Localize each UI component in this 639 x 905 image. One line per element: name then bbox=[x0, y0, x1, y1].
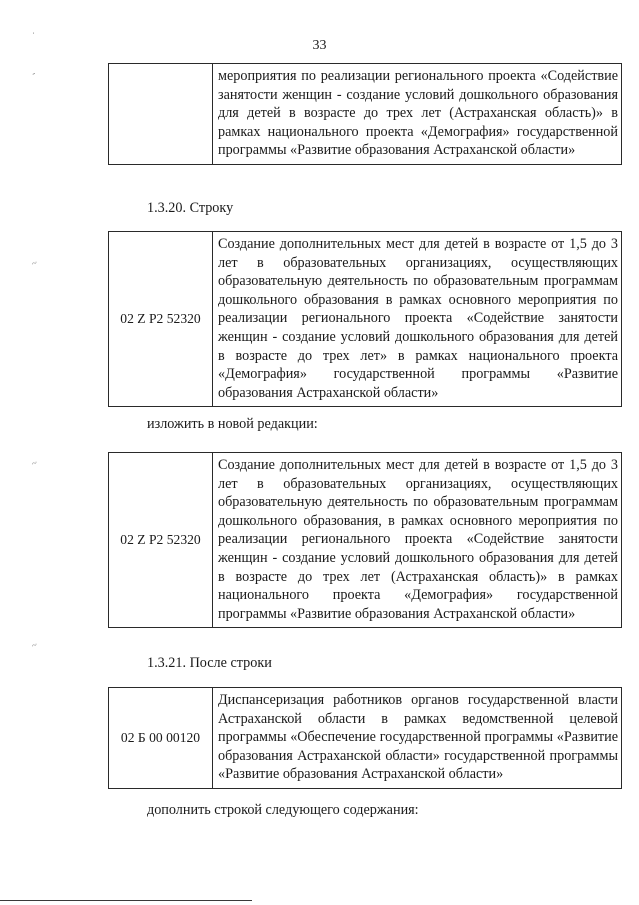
code-cell: 02 Z P2 52320 bbox=[109, 232, 213, 407]
budget-table-continuation bbox=[108, 63, 622, 165]
table-row bbox=[109, 688, 622, 789]
table-row bbox=[109, 453, 622, 628]
code-cell: 02 Z P2 52320 bbox=[109, 453, 213, 628]
scan-mark: - bbox=[30, 67, 37, 79]
paragraph-1-3-21: 1.3.21. После строки bbox=[147, 655, 272, 671]
budget-table-new-row bbox=[108, 452, 622, 628]
paragraph-1-3-20: 1.3.20. Строку bbox=[147, 200, 234, 216]
page-number: 33 bbox=[312, 38, 327, 53]
footer-rule bbox=[0, 900, 252, 901]
table-row bbox=[109, 64, 622, 165]
budget-table-old-row bbox=[108, 231, 622, 407]
description-cell: Создание дополнительных мест для детей в возрасте от 1,5 до 3 лет в образовательных организациях, осуществляющих образовательную деятельность по образовательным программам дошкольного образования, в рамках основного мероприятия по реализации регионального проекта «Содействие занятости женщин - создание условий дошкольного образования для детей в возрасте до трех лет (Астраханская область)» в рамках национального проекта «Демография» государственной программы «Развитие образования Астраханской области» bbox=[213, 453, 622, 628]
scan-mark: ~ bbox=[30, 639, 39, 651]
table-row bbox=[109, 232, 622, 407]
description-cell: мероприятия по реализации регионального проекта «Содействие занятости женщин - создание условий дошкольного образования для детей в возрасте до трех лет (Астраханская область)» в рамках национального проекта «Демография» государственной программы «Развитие образования Астраханской области» bbox=[213, 64, 622, 165]
description-cell: Создание дополнительных мест для детей в возрасте от 1,5 до 3 лет в образовательных организациях, осуществляющих образовательную деятельность по образовательным программам дошкольного образования в рамках основного мероприятия по реализации регионального проекта «Содействие занятости женщин - создание условий дошкольного образования для детей в возрасте до трех лет» в рамках национального проекта «Демография» государственной программы «Развитие образования Астраханской области» bbox=[213, 232, 622, 407]
description-cell: Диспансеризация работников органов государственной власти Астраханской области в рамках ведомственной целевой программы «Обеспечение государственной программы «Развитие образования Астраханской области» государственной программы «Развитие образования Астраханской области» bbox=[213, 688, 622, 789]
scan-mark: ~ bbox=[30, 457, 39, 469]
budget-table-after-row bbox=[108, 687, 622, 789]
paragraph-new-edition: изложить в новой редакции: bbox=[147, 416, 318, 432]
scan-mark: · bbox=[30, 27, 37, 39]
scan-mark: ~ bbox=[30, 257, 39, 269]
code-cell bbox=[109, 64, 213, 165]
code-cell: 02 Б 00 00120 bbox=[109, 688, 213, 789]
paragraph-append-row: дополнить строкой следующего содержания: bbox=[147, 802, 419, 818]
